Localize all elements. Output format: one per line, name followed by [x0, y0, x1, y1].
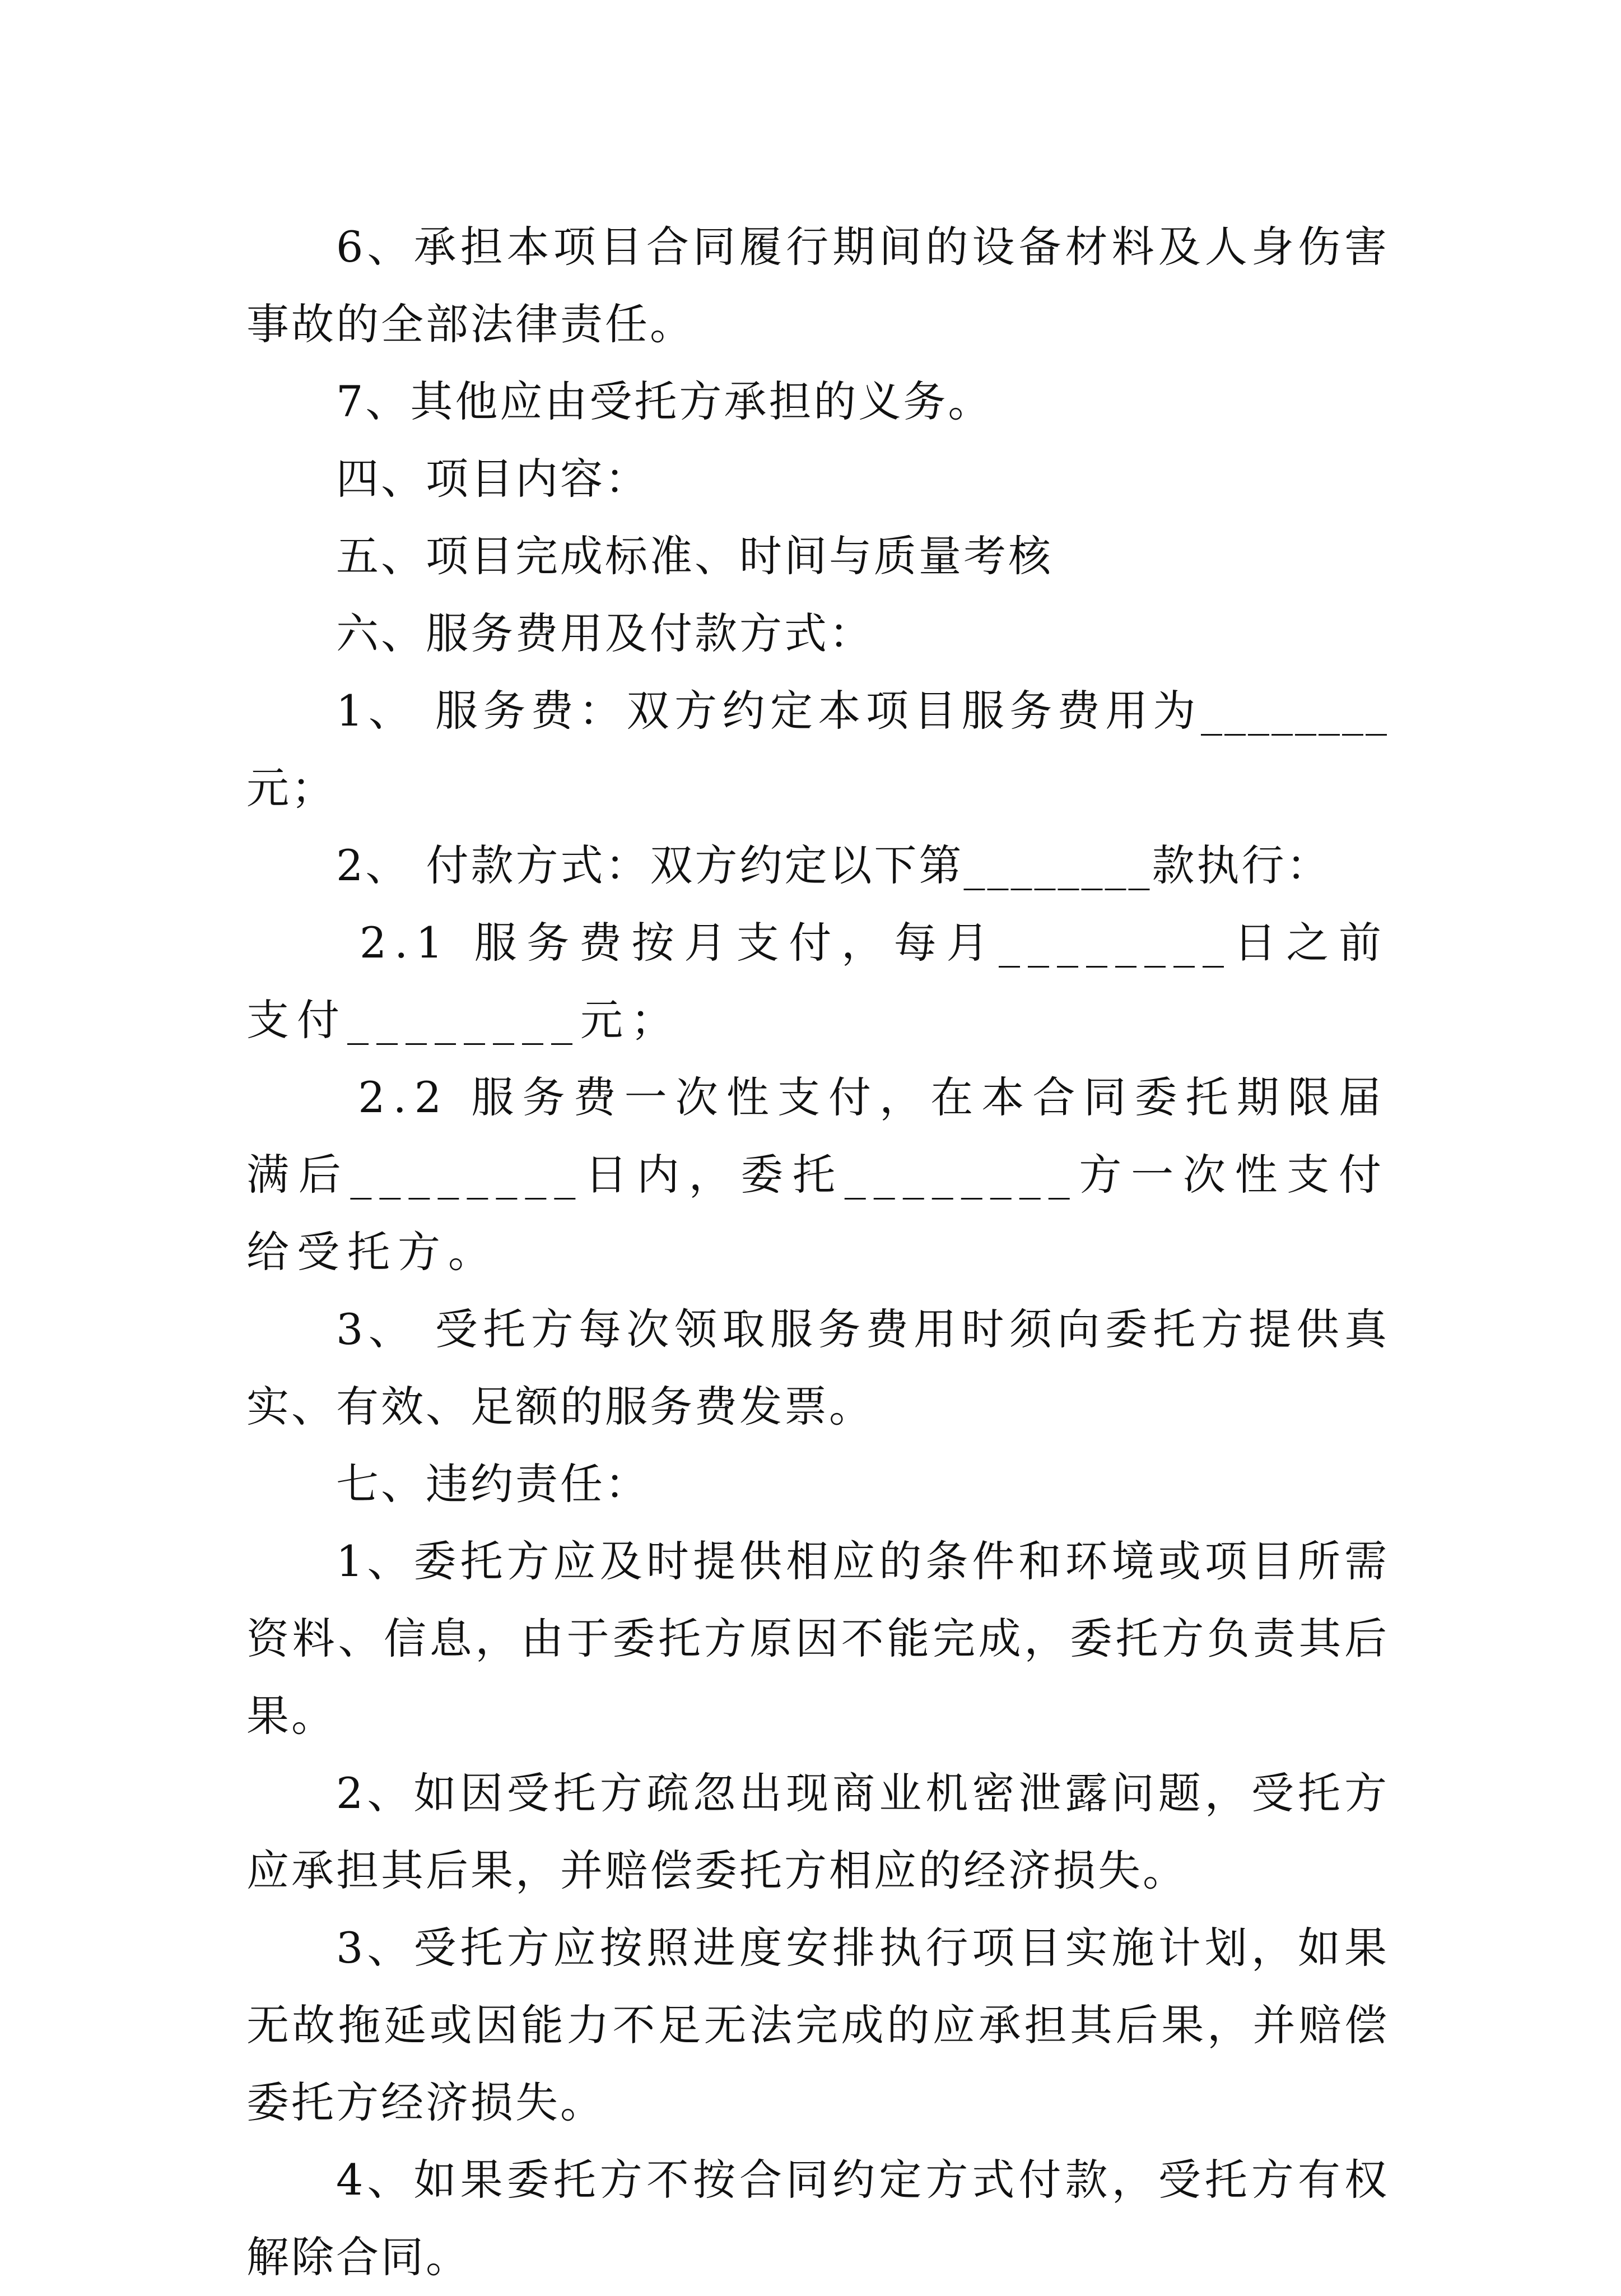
section-6-heading: 六、服务费用及付款方式： [336, 608, 874, 658]
fee-clause-3: 3、 受托方每次领取服务费用时须向委托方提供真实、有效、足额的服务费发票。 [246, 1304, 1389, 1431]
section-5-heading: 五、项目完成标准、时间与质量考核 [336, 531, 1053, 581]
fee-clause-1: 1、 服务费：双方约定本项目服务费用为________元； [246, 686, 1389, 813]
document-body [246, 208, 1389, 2296]
fee-clause-2: 2、 付款方式：双方约定以下第________款执行： [336, 840, 1331, 890]
clause-7-other-obligations: 7、其他应由受托方承担的义务。 [336, 377, 993, 426]
clause-6-liability: 6、承担本项目合同履行期间的设备材料及人身伤害事故的全部法律责任。 [246, 222, 1389, 349]
breach-clause-2: 2、如因受托方疏忽出现商业机密泄露问题，受托方应承担其后果，并赔偿委托方相应的经济损失。 [246, 1768, 1389, 1895]
breach-clause-1: 1、委托方应及时提供相应的条件和环境或项目所需资料、信息，由于委托方原因不能完成，委托方负责其后果。 [246, 1536, 1389, 1741]
breach-clause-3: 3、受托方应按照进度安排执行项目实施计划，如果无故拖延或因能力不足无法完成的应承担其后果，并赔偿委托方经济损失。 [246, 1923, 1389, 2127]
section-4-heading: 四、项目内容： [336, 454, 650, 504]
section-7-heading: 七、违约责任： [336, 1459, 650, 1509]
fee-clause-2-2: 2.2 服务费一次性支付，在本合同委托期限届满后________日内，委托________方一次性支付给受托方。 [246, 1072, 1389, 1277]
breach-clause-4: 4、如果委托方不按合同约定方式付款，受托方有权解除合同。 [246, 2155, 1389, 2282]
fee-clause-2-1: 2.1 服务费按月支付，每月________日之前支付________元； [246, 918, 1389, 1045]
